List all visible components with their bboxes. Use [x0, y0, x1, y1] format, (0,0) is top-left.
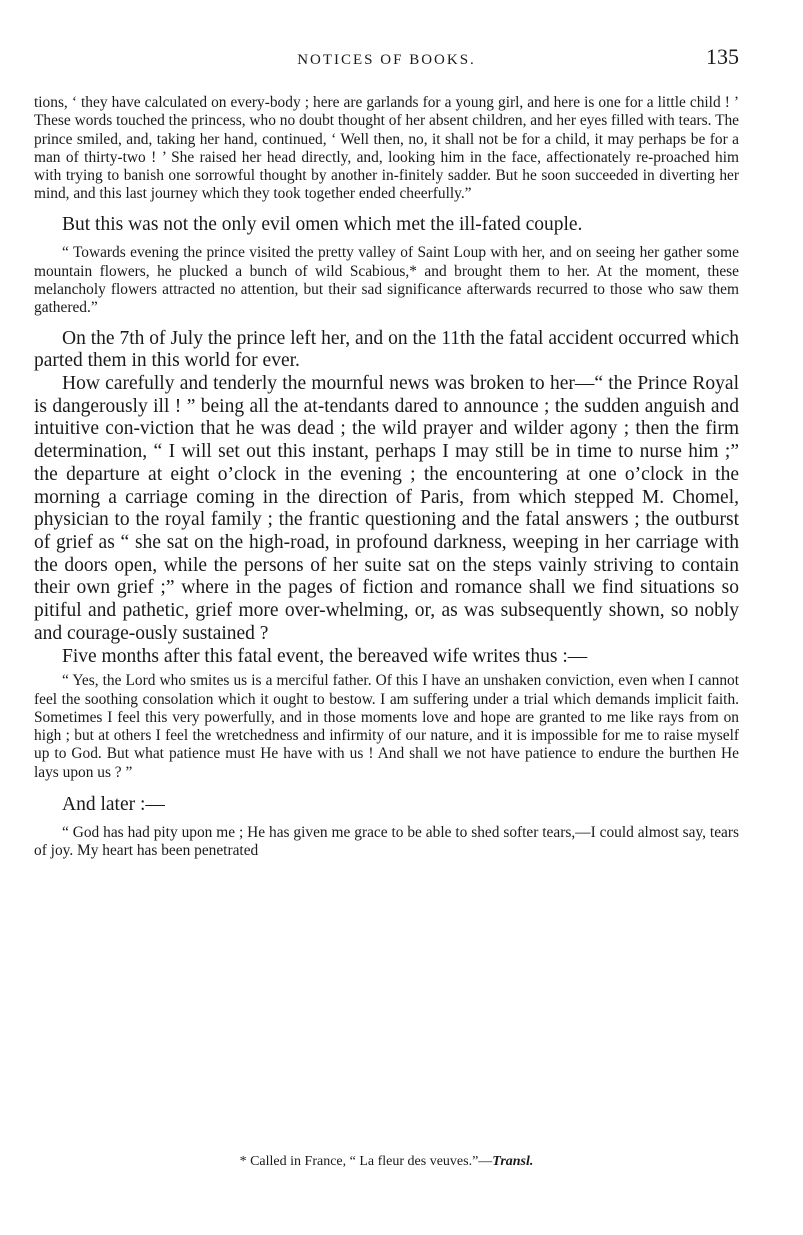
- paragraph-and-later: And later :—: [62, 794, 165, 815]
- paragraph-july: On the 7th of July the prince left her, and on the 11th the fatal accident occurred which parted them in this world for ever.: [34, 327, 739, 372]
- running-title: NOTICES OF BOOKS.: [297, 52, 476, 68]
- footnote-attribution: Transl.: [492, 1154, 534, 1169]
- paragraph-evil-omen: But this was not the only evil omen which met the ill-fated couple.: [62, 213, 583, 235]
- quote-continuation: tions, ‘ they have calculated on every-body ; here are garlands for a young girl, and here is one for a little child ! ’ These words touched the princess, who no doubt thought of her absent children, and her eyes filled with tears. The prince smiled, and, taking her hand, continued, ‘ Well then, no, it shall not be for a child, it may perhaps be for a man of thirty-two ! ’ She raised her head directly, and, looking him in the face, affectionately re-proached him with trying to banish one sorrowful thought by another in-finitely sadder. But he soon succeeded in diverting her mind, and this last journey which they took together ended cheerfully.”: [34, 94, 739, 203]
- paragraph-five-months: Five months after this fatal event, the bereaved wife writes thus :—: [62, 645, 588, 667]
- footnote-text: * Called in France, “ La fleur des veuves.”—: [239, 1154, 493, 1169]
- quote-letter: “ Yes, the Lord who smites us is a merciful father. Of this I have an unshaken conviction, even when I cannot feel the soothing consolation which it ought to bestow. I am suffering under a trial which demands implicit faith. Sometimes I feel this very powerfully, and in those moments love and hope are granted to me like rays from on high ; but at others I feel the wretchedness and infirmity of our nature, and it is impossible for me to raise myself up to God. But what patience must He have with us ! And shall we not have patience to endure the burthen He lays upon us ? ”: [34, 672, 739, 781]
- quote-god-pity: “ God has had pity upon me ; He has given me grace to be able to shed softer tears,—I could almost say, tears of joy. My heart has been penetrated: [34, 823, 739, 859]
- paragraph-mournful-news: How carefully and tenderly the mournful news was broken to her—“ the Prince Royal is dangerously ill ! ” being all the at-tendants dared to announce ; the sudden anguish and intuitive con-viction that he was dead ; the wild prayer and wilder agony ; then the firm determination, “ I will set out this instant, perhaps I may still be in time to nurse him ;” the departure at eight o’clock in the evening ; the encountering at one o’clock in the morning a carriage coming in the direction of Paris, from which stepped M. Chomel, physician to the royal family ; the frantic questioning and the fatal answers ; the outburst of grief as “ she sat on the high-road, in profound darkness, weeping in her carriage with the doors open, while the persons of her suite sat on the steps vainly striving to contain their own grief ;” where in the pages of fiction and romance shall we find situations so pitiful and pathetic, grief more over-whelming, or, as was subsequently shown, so nobly and courage-ously sustained ?: [34, 373, 739, 644]
- page-header: [34, 42, 739, 72]
- body-text: [34, 94, 739, 860]
- footnote: [34, 1154, 739, 1170]
- page-number: 135: [706, 44, 739, 69]
- quote-saint-loup: “ Towards evening the prince visited the pretty valley of Saint Loup with her, and on seeing her gather some mountain flowers, he plucked a bunch of wild Scabious,* and brought them to her. At the moment, these melancholy flowers attracted no attention, but their sad significance afterwards recurred to those who saw them gathered.”: [34, 244, 739, 317]
